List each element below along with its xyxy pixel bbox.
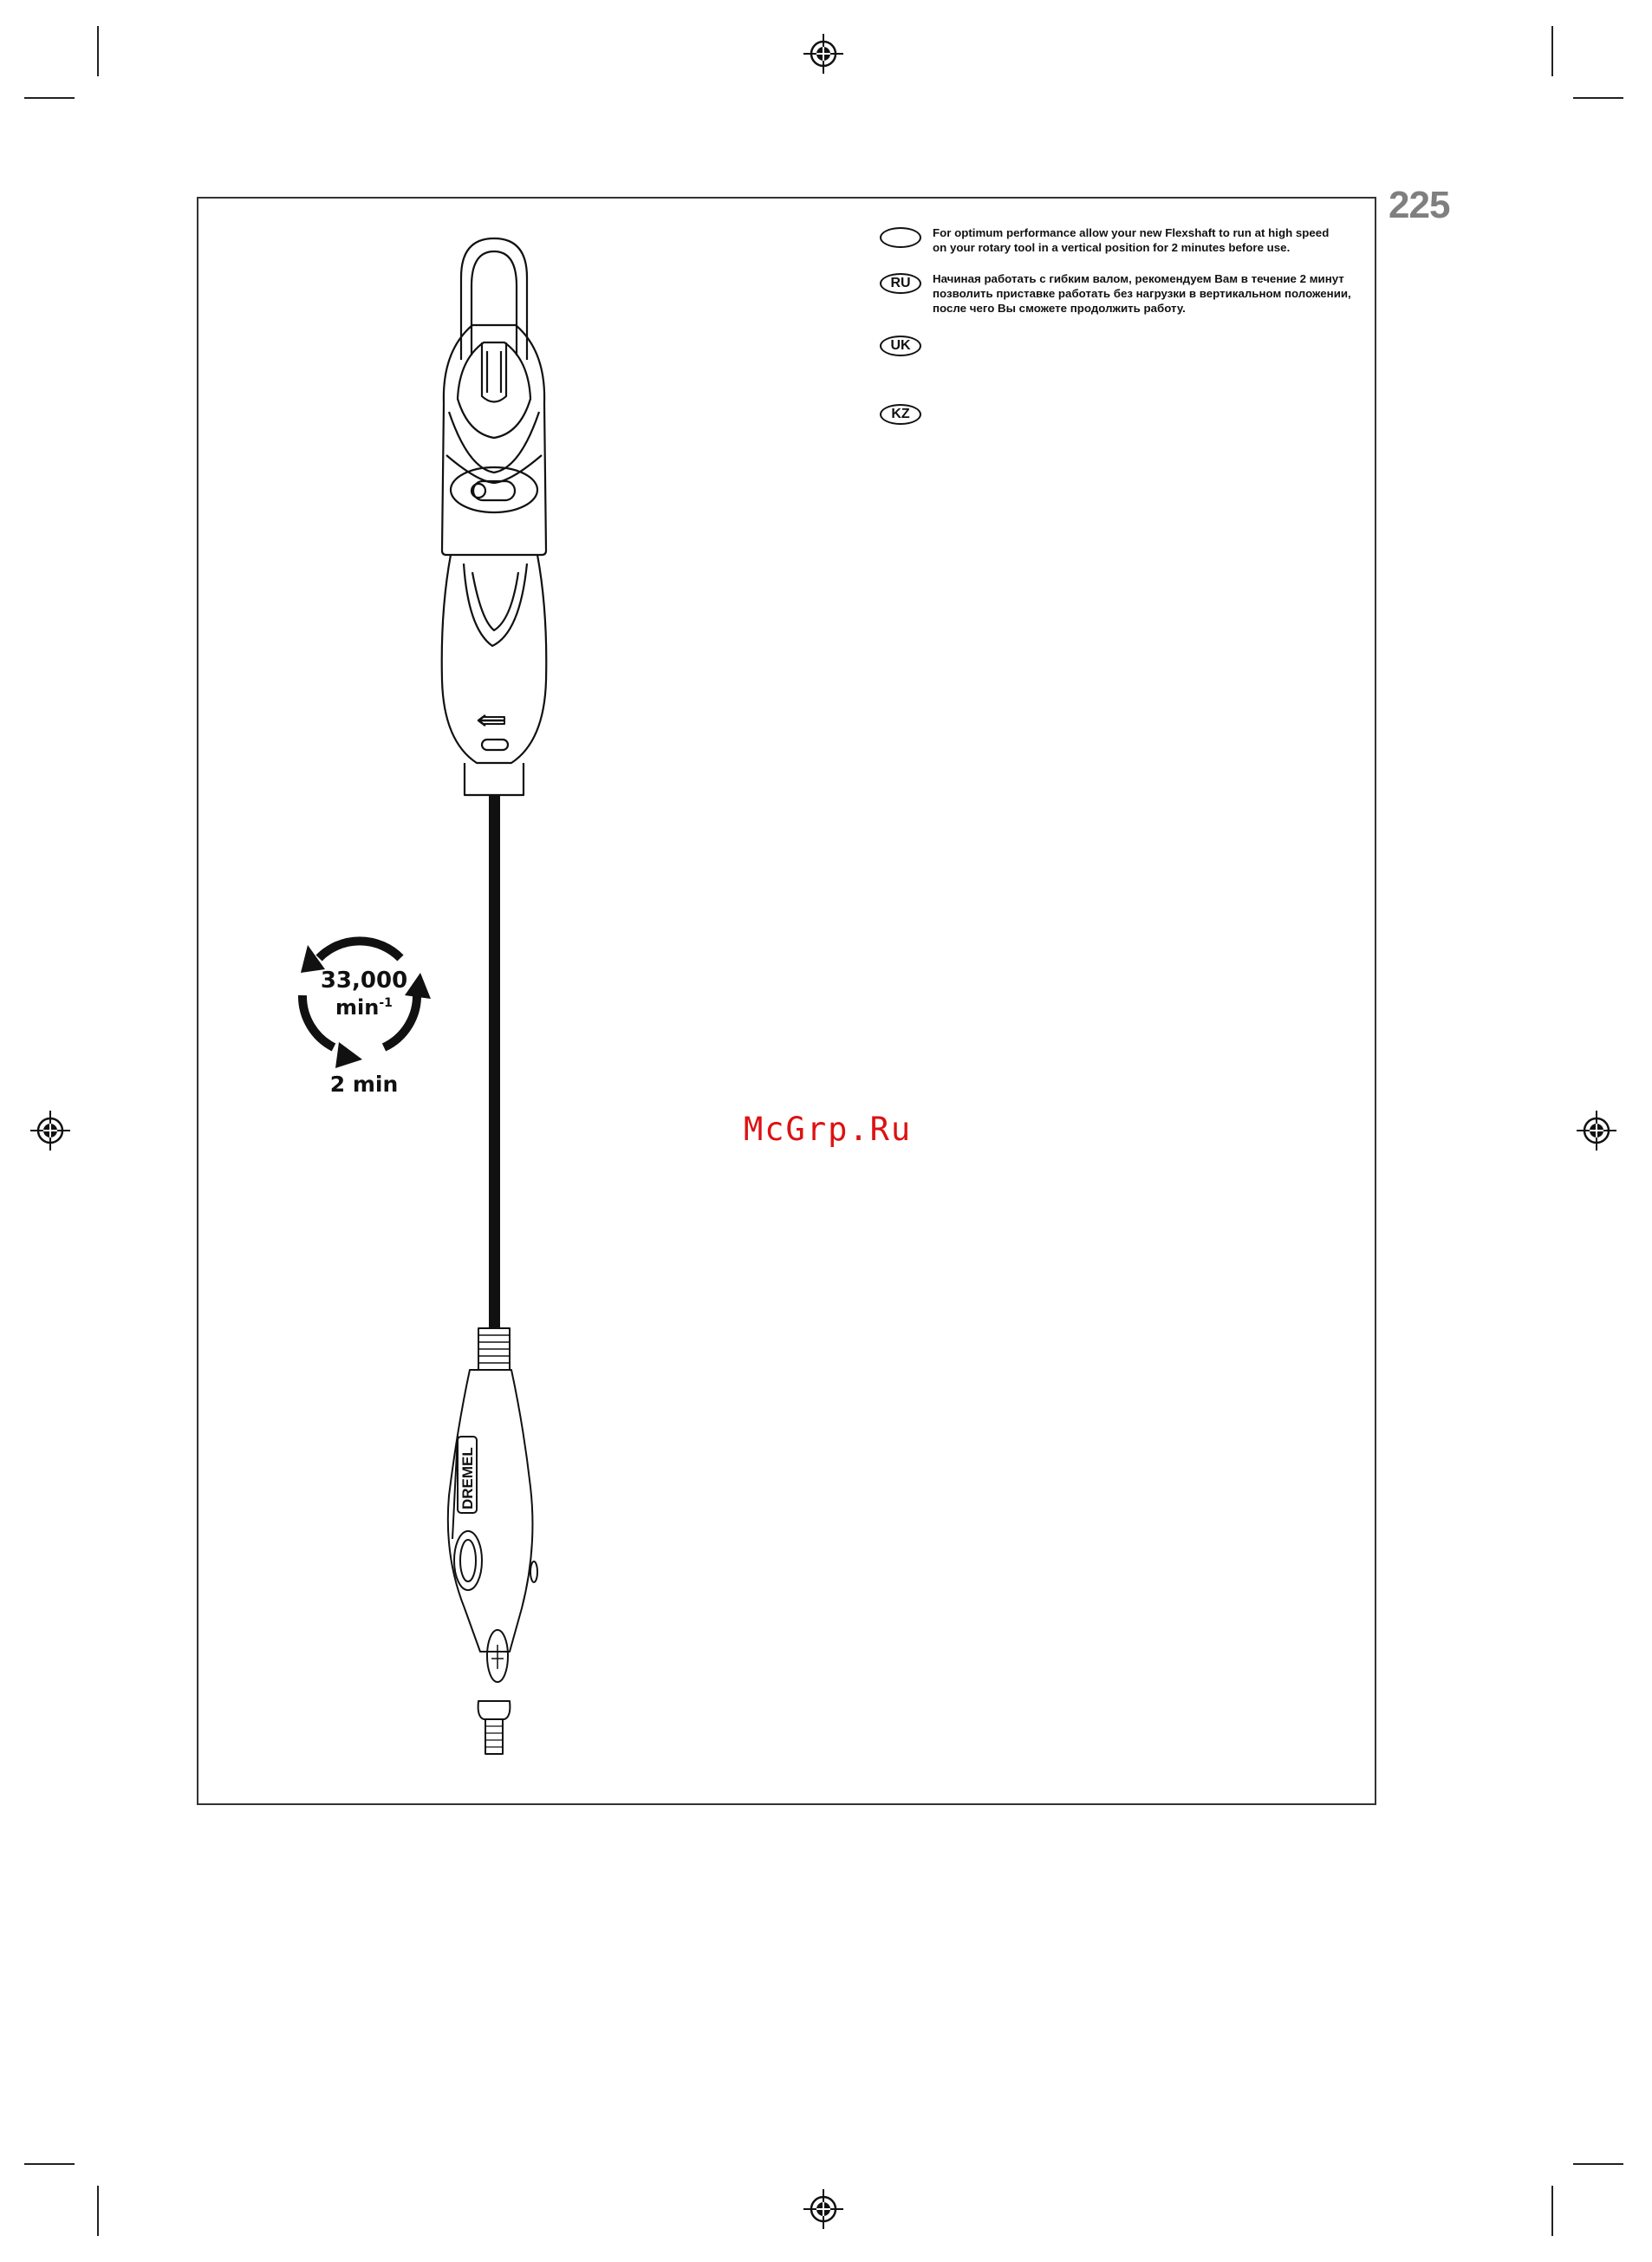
- language-badge: RU: [880, 273, 921, 294]
- instruction-block-ru: [880, 271, 1365, 323]
- instruction-line: Начиная работать с гибким валом, рекомендуем Вам в течение 2 минут: [933, 272, 1344, 285]
- handpiece-body: [448, 1370, 533, 1652]
- instruction-text: [933, 271, 1383, 316]
- registration-mark-icon: [802, 32, 845, 75]
- watermark-text: McGrp.Ru: [744, 1111, 913, 1148]
- crop-mark: [1551, 26, 1553, 76]
- flexible-shaft-cable: [489, 795, 500, 1328]
- instruction-line: For optimum performance allow your new Flexshaft to run at high speed: [933, 226, 1330, 239]
- speed-unit-label: min: [335, 995, 380, 1020]
- instruction-block-en: [880, 225, 1365, 260]
- speed-unit-exponent: -1: [379, 996, 393, 1010]
- rotary-tool-illustration: [407, 230, 581, 1773]
- registration-mark-icon: [29, 1109, 72, 1152]
- crop-mark: [1551, 2186, 1553, 2236]
- tool-housing-bottom: [442, 555, 547, 763]
- speed-unit: [321, 995, 407, 1020]
- crop-mark: [97, 26, 99, 76]
- registration-mark-icon: [1575, 1109, 1618, 1152]
- brand-logo-text: DREMEL: [459, 1447, 476, 1509]
- crop-mark: [24, 97, 75, 99]
- crop-mark: [97, 2186, 99, 2236]
- collet: [485, 1719, 503, 1754]
- registration-mark-icon: [802, 2187, 845, 2231]
- crop-mark: [1573, 2163, 1623, 2165]
- instruction-block-kz: [880, 402, 1365, 428]
- language-badge: UK: [880, 336, 921, 356]
- shaft-collar: [465, 763, 524, 795]
- crop-mark: [1573, 97, 1623, 99]
- language-badge: [880, 227, 921, 248]
- instruction-line: on your rotary tool in a vertical position for 2 minutes before use.: [933, 241, 1291, 254]
- crop-mark: [24, 2163, 75, 2165]
- instruction-line: позволить приставке работать без нагрузки в вертикальном положении,: [933, 287, 1351, 300]
- language-badge: KZ: [880, 404, 921, 425]
- instruction-line: после чего Вы сможете продолжить работу.: [933, 302, 1186, 315]
- handpiece-nose: [478, 1701, 511, 1719]
- duration-label: 2 min: [329, 1072, 399, 1097]
- tool-housing-top: [442, 325, 546, 555]
- power-switch: [451, 467, 537, 512]
- instruction-text: [933, 225, 1383, 255]
- speed-value: 33,000: [320, 968, 408, 994]
- instruction-block-uk: [880, 334, 1365, 360]
- page-number: 225: [1389, 184, 1450, 226]
